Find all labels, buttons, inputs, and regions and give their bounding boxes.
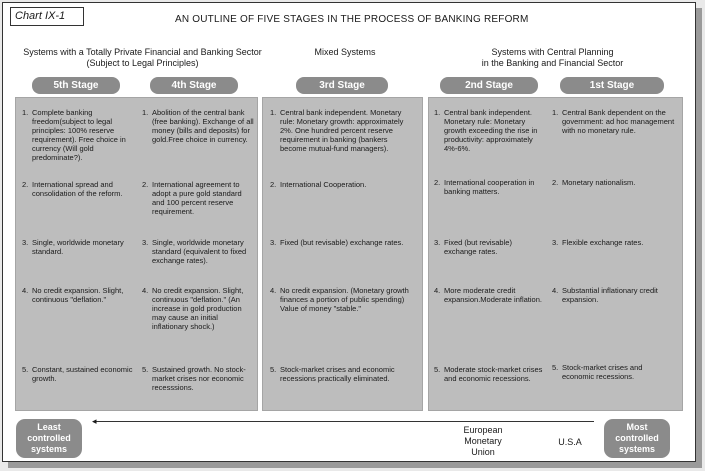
group-central-line1: Systems with Central Planning xyxy=(491,47,614,57)
stage-4-item-2 xyxy=(142,180,254,216)
eu-line2: Monetary xyxy=(464,436,502,446)
stage-2-item-5 xyxy=(434,365,544,383)
item-text: Monetary nationalism. xyxy=(562,178,636,187)
item-text: Abolition of the central bank (free banking). Exchange of all money (bills and deposits) for gold.Free choice in currency. xyxy=(152,108,254,144)
item-number: 2. xyxy=(142,180,149,189)
most-line3: systems xyxy=(618,444,656,454)
item-text: Complete banking freedom(subject to legal principles: 100% reserve requirement). Free choice in currency (Will gold predominate?). xyxy=(32,108,126,162)
item-number: 1. xyxy=(434,108,441,117)
item-text: More moderate credit expansion.Moderate inflation. xyxy=(444,286,542,304)
stage-2-badge: 2nd Stage xyxy=(440,77,538,94)
item-text: Stock-market crises and economic recessions practically eliminated. xyxy=(280,365,395,383)
stage-3-item-3 xyxy=(270,238,416,247)
stage-5-item-3 xyxy=(22,238,134,256)
item-number: 3. xyxy=(270,238,277,247)
stage-1-item-4 xyxy=(552,286,676,304)
control-axis-line xyxy=(95,421,594,422)
item-number: 5. xyxy=(434,365,441,374)
item-text: Single, worldwide monetary standard. xyxy=(32,238,124,256)
item-text: Central bank independent. Monetary rule: Monetary growth exceeding the rise in productivity: approximately 4%-6%. xyxy=(444,108,538,153)
item-number: 2. xyxy=(22,180,29,189)
item-number: 2. xyxy=(434,178,441,187)
item-text: Sustained growth. No stock-market crises nor economic recesssions. xyxy=(152,365,246,392)
stage-1-item-2 xyxy=(552,178,676,187)
item-text: International agreement to adopt a pure gold standard and 100 percent reserve requirement. xyxy=(152,180,242,216)
group-central-line2: in the Banking and Financial Sector xyxy=(481,58,624,68)
item-number: 5. xyxy=(552,363,559,372)
stage-4-item-1 xyxy=(142,108,254,144)
example-usa: U.S.A xyxy=(558,437,582,447)
item-number: 3. xyxy=(142,238,149,247)
page-title: AN OUTLINE OF FIVE STAGES IN THE PROCESS OF BANKING REFORM xyxy=(175,14,529,25)
item-text: International cooperation in banking matters. xyxy=(444,178,535,196)
group-central-header xyxy=(430,47,675,69)
item-text: Fixed (but revisable) exchange rates. xyxy=(444,238,512,256)
item-number: 5. xyxy=(22,365,29,374)
example-eu xyxy=(450,425,516,458)
eu-line1: European xyxy=(463,425,503,435)
item-text: Flexible exchange rates. xyxy=(562,238,644,247)
stage-3-item-5 xyxy=(270,365,416,383)
item-text: Constant, sustained economic growth. xyxy=(32,365,133,383)
stage-5-badge: 5th Stage xyxy=(32,77,120,94)
item-number: 2. xyxy=(552,178,559,187)
stage-2-item-3 xyxy=(434,238,544,256)
item-text: No credit expansion. Slight, continuous "deflation." xyxy=(32,286,124,304)
item-number: 3. xyxy=(552,238,559,247)
item-number: 3. xyxy=(434,238,441,247)
item-number: 1. xyxy=(142,108,149,117)
arrowhead-left-icon: ◂ xyxy=(92,416,97,426)
item-text: Central bank independent. Monetary rule: Monetary growth: approximately 2%. One hundred percent reserve requirement in banking (bankers become mutual-fund managers). xyxy=(280,108,404,153)
item-number: 4. xyxy=(434,286,441,295)
item-number: 5. xyxy=(270,365,277,374)
stage-2-item-2 xyxy=(434,178,544,196)
item-text: No credit expansion. (Monetary growth finances a portion of public spending) Value of money "stable." xyxy=(280,286,409,313)
item-number: 4. xyxy=(22,286,29,295)
stage-4-badge: 4th Stage xyxy=(150,77,238,94)
stage-3-item-1 xyxy=(270,108,416,153)
stage-1-badge: 1st Stage xyxy=(560,77,664,94)
group-mixed-header: Mixed Systems xyxy=(314,47,376,57)
item-number: 4. xyxy=(552,286,559,295)
item-number: 4. xyxy=(142,286,149,295)
item-text: International Cooperation. xyxy=(280,180,367,189)
item-text: Stock-market crises and economic recessions. xyxy=(562,363,643,381)
most-line2: controlled xyxy=(615,433,659,443)
most-line1: Most xyxy=(626,422,648,432)
stage-5-item-1 xyxy=(22,108,134,162)
stage-5-item-4 xyxy=(22,286,134,304)
item-number: 1. xyxy=(270,108,277,117)
item-number: 1. xyxy=(552,108,559,117)
item-text: Central Bank dependent on the government: ad hoc management with no monetary rule. xyxy=(562,108,675,135)
least-controlled-badge xyxy=(16,419,82,458)
group-private-line1: Systems with a Totally Private Financial and Banking Sector xyxy=(23,47,262,57)
item-number: 5. xyxy=(142,365,149,374)
stage-1-item-3 xyxy=(552,238,676,247)
item-number: 2. xyxy=(270,180,277,189)
stage-3-item-4 xyxy=(270,286,416,313)
stage-1-item-1 xyxy=(552,108,676,135)
item-text: Moderate stock-market crises and economic recessions. xyxy=(444,365,543,383)
chart-label: Chart IX-1 xyxy=(10,7,84,26)
stage-5-item-5 xyxy=(22,365,134,383)
stage-4-item-5 xyxy=(142,365,254,392)
stage-1-item-5 xyxy=(552,363,676,381)
item-text: Fixed (but revisable) exchange rates. xyxy=(280,238,404,247)
item-text: International spread and consolidation of the reform. xyxy=(32,180,123,198)
stage-2-item-1 xyxy=(434,108,544,153)
stage-5-item-2 xyxy=(22,180,134,198)
stage-4-item-4 xyxy=(142,286,254,331)
stage-4-item-3 xyxy=(142,238,254,265)
eu-line3: Union xyxy=(471,447,495,457)
stage-3-badge: 3rd Stage xyxy=(296,77,388,94)
group-private-header xyxy=(10,47,275,69)
most-controlled-badge xyxy=(604,419,670,458)
group-private-line2: (Subject to Legal Principles) xyxy=(86,58,199,68)
item-number: 3. xyxy=(22,238,29,247)
item-text: Substantial inflationary credit expansion. xyxy=(562,286,658,304)
item-text: No credit expansion. Slight, continuous "deflation." (An increase in gold production may cause an initial inflationary shock.) xyxy=(152,286,244,331)
least-line3: systems xyxy=(30,444,68,454)
stage-2-item-4 xyxy=(434,286,544,304)
least-line2: controlled xyxy=(27,433,71,443)
item-number: 4. xyxy=(270,286,277,295)
item-text: Single, worldwide monetary standard (equivalent to fixed exchange rates). xyxy=(152,238,247,265)
least-line1: Least xyxy=(37,422,61,432)
item-number: 1. xyxy=(22,108,29,117)
stage-3-item-2 xyxy=(270,180,416,189)
